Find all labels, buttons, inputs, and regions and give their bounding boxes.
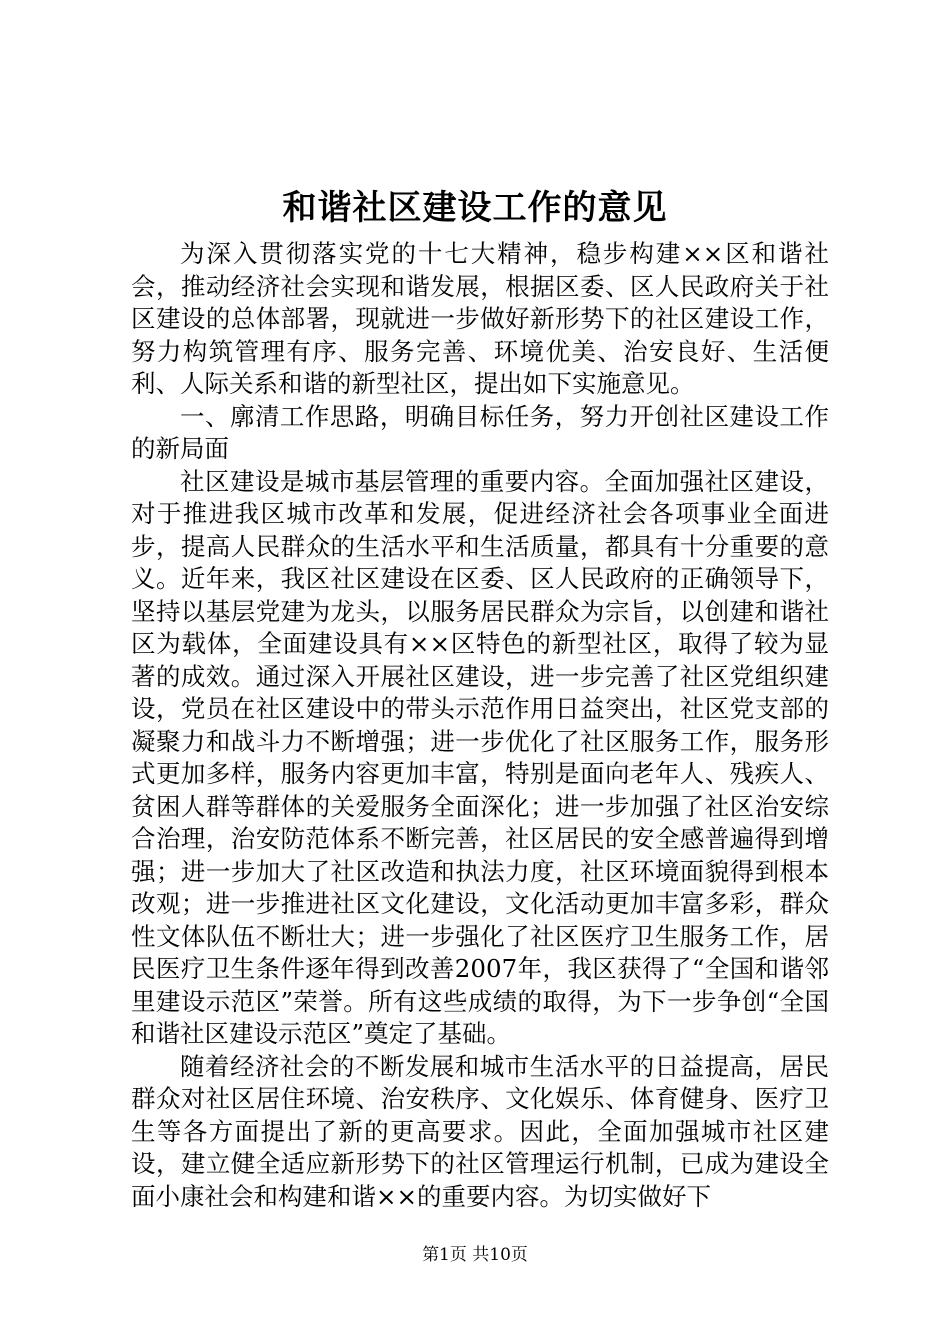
paragraph-intro: 为深入贯彻落实党的十七大精神，稳步构建××区和谐社会，推动经济社会实现和谐发展，根据区委、区人民政府关于社区建设的总体部署，现就进一步做好新形势下的社区建设工作，努力构筑管理有序、服务完善、环境优美、治安良好、生活便利、人际关系和谐的新型社区，提出如下实施意见。 xyxy=(131,239,829,398)
section-heading-1: 一、廓清工作思路，明确目标任务，努力开创社区建设工作的新局面 xyxy=(131,401,829,463)
paragraph-development: 随着经济社会的不断发展和城市生活水平的日益提高，居民群众对社区居住环境、治安秩序、文化娱乐、体育健身、医疗卫生等各方面提出了新的更高要求。因此，全面加强城市社区建设，建立健全适应新形势下的社区管理运行机制，已成为建设全面小康社会和构建和谐××的重要内容。为切实做好下 xyxy=(131,1051,829,1211)
page-footer: 第1页 共10页 xyxy=(422,1245,528,1265)
paragraph-achievements: 社区建设是城市基层管理的重要内容。全面加强社区建设，对于推进我区城市改革和发展，促进经济社会各项事业全面进步，提高人民群众的生活水平和生活质量，都具有十分重要的意义。近年来，我区社区建设在区委、区人民政府的正确领导下，坚持以基层党建为龙头，以服务居民群众为宗旨，以创建和谐社区为载体，全面建设具有××区特色的新型社区，取得了较为显著的成效。通过深入开展社区建设，进一步完善了社区党组织建设，党员在社区建设中的带头示范作用日益突出，社区党支部的凝聚力和战斗力不断增强；进一步优化了社区服务工作，服务形式更加多样，服务内容更加丰富，特别是面向老年人、残疾人、贫困人群等群体的关爱服务全面深化；进一步加强了社区治安综合治理，治安防范体系不断完善，社区居民的安全感普遍得到增强；进一步加大了社区改造和执法力度，社区环境面貌得到根本改观；进一步推进社区文化建设，文化活动更加丰富多彩，群众性文体队伍不断壮大；进一步强化了社区医疗卫生服务工作，居民医疗卫生条件逐年得到改善2007年，我区获得了“全国和谐邻里建设示范区”荣誉。所有这些成绩的取得，为下一步争创“全国和谐社区建设示范区”奠定了基础。 xyxy=(131,466,829,1048)
document-body xyxy=(131,238,829,1213)
document-title: 和谐社区建设工作的意见 xyxy=(282,188,668,228)
